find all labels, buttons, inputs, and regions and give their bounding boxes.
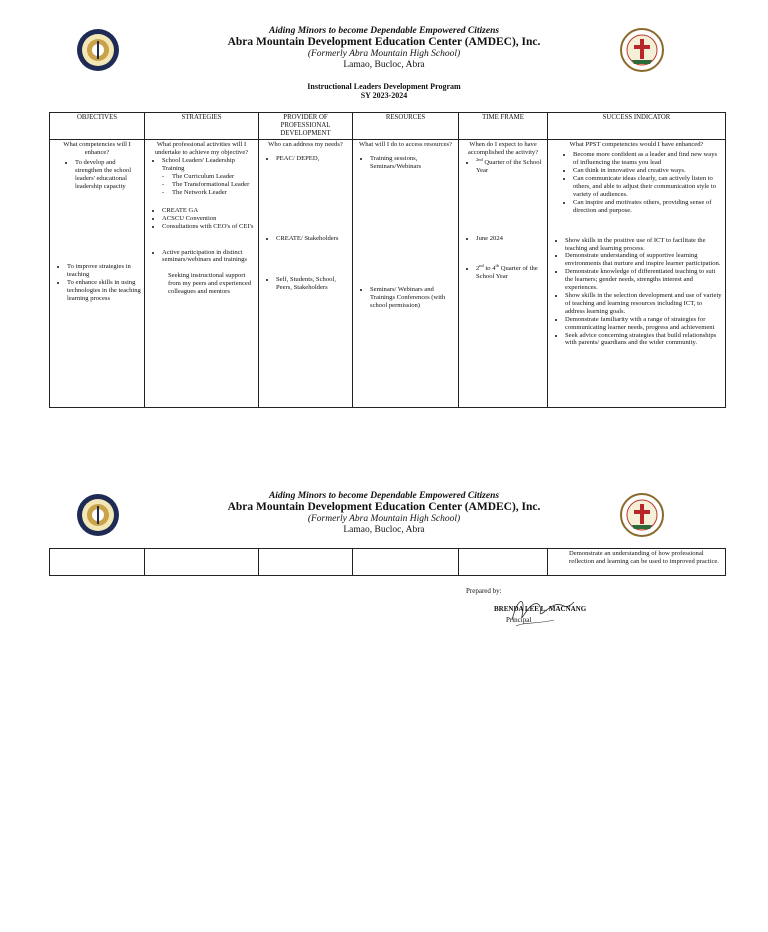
list-item: • Self, Students, School, Peers, Stakeholders [276, 276, 349, 292]
list-item [476, 157, 544, 175]
success-continued-text: Demonstrate an understanding of how professional reflection and learning can be used to improved practice. [569, 550, 719, 565]
header-strategies: STRATEGIES [145, 113, 259, 140]
list-item: • Become more confident as a leader and find new ways of influencing the teams you lead [573, 151, 722, 167]
list-item: • To improve strategies in teaching [67, 263, 141, 279]
objectives-list-b [53, 263, 141, 303]
school-motto: Aiding Minors to become Dependable Empowered Citizens [268, 491, 500, 501]
list-item [162, 157, 255, 197]
cell-empty [353, 549, 459, 576]
header-provider: PROVIDER OF PROFESSIONAL DEVELOPMENT [259, 113, 353, 140]
list-item: • Demonstrate familiarity with a range of strategies for communicating learner needs, progress and achievement [565, 316, 722, 332]
page-header-2 [0, 491, 768, 535]
school-name: Abra Mountain Development Education Center (AMDEC), Inc. [227, 36, 541, 49]
list-item: • Training sessions, Seminars/Webinars [370, 155, 455, 171]
cell-empty [145, 549, 259, 576]
list-item: • Show skills in the selection development and use of variety of teaching and learning resources including ICT, to address learning goals. [565, 292, 722, 316]
plan-table-continued [49, 548, 726, 576]
question-success: What PPST competencies would I have enhanced? [569, 141, 704, 149]
cell-empty [50, 549, 145, 576]
cell-empty [459, 549, 548, 576]
provider-list-b [262, 235, 349, 243]
list-item: - The Transformational Leader [172, 181, 255, 189]
cell-resources [353, 140, 459, 408]
school-address: Lamao, Bucloc, Abra [343, 59, 425, 70]
school-name: Abra Mountain Development Education Center (AMDEC), Inc. [227, 501, 541, 514]
list-item: • Demonstrate knowledge of differentiated teaching to suit the learners; gender needs, strengths interest and experiences. [565, 268, 722, 292]
document-title [0, 82, 768, 100]
list-item: • CREATE/ Stakeholders [276, 235, 349, 243]
list-item: • Can inspire and motivates others, providing sense of direction and purpose. [573, 199, 722, 215]
list-item: - The Network Leader [172, 189, 255, 197]
list-item: • Can think in innovative and creative ways. [573, 167, 722, 175]
list-item: • CREATE GA [162, 207, 255, 215]
resources-list-b [356, 286, 455, 310]
program-title: Instructional Leaders Development Program [307, 82, 461, 91]
strategies-list-b [148, 207, 255, 231]
question-strategies: What professional activities will I undertake to achieve my objective? [154, 141, 249, 157]
cell-success-continued [548, 549, 726, 576]
list-item: • Seek advice concerning strategies that build relationships with parents/ guardians and the wider community. [565, 332, 722, 348]
strategy-sub-list [162, 173, 255, 197]
question-time: When do I expect to have accomplished the activity? [467, 141, 539, 157]
time-1-sup: 2nd [476, 157, 483, 163]
list-item: • Demonstrate understanding of supportive learning environments that nurture and inspire learner participation. [565, 252, 722, 268]
preparer-name: BRENDA LEE L. MACNANG [494, 605, 587, 613]
question-provider: Who can address my needs? [268, 141, 343, 149]
time-list-c [462, 263, 544, 281]
time-3-b: to 4 [483, 265, 496, 273]
provider-list-a [262, 155, 349, 163]
preparer-position: Principal [506, 616, 532, 624]
resources-list-a [356, 155, 455, 171]
time-3-sup-a: nd [479, 263, 484, 269]
time-1-text: Quarter of the School Year [476, 159, 542, 175]
list-item: • ACSCU Convention [162, 215, 255, 223]
header-time-frame: TIME FRAME [459, 113, 548, 140]
list-item: • Can communicate ideas clearly, can actively listen to others, and able to adjust their communication style to variety of audiences. [573, 175, 722, 199]
list-item: • Seminars/ Webinars and Trainings Conferences (with school permission) [370, 286, 455, 310]
cell-success-indicator [548, 140, 726, 408]
page-header [0, 26, 768, 70]
list-item: - The Curriculum Leader [172, 173, 255, 181]
provider-list-c [262, 276, 349, 292]
school-motto: Aiding Minors to become Dependable Empowered Citizens [268, 26, 500, 36]
list-item [476, 263, 544, 281]
success-list-b [551, 237, 722, 348]
strategies-list-c [148, 249, 255, 265]
question-resources: What will I do to access resources? [358, 141, 452, 149]
time-3-a: 2 [476, 265, 480, 273]
list-item: • PEAC/ DEPED, [276, 155, 349, 163]
cell-provider [259, 140, 353, 408]
strategies-list-a [148, 157, 255, 197]
prepared-label: Prepared by: [466, 587, 502, 595]
header-objectives: OBJECTIVES [50, 113, 145, 140]
list-item: • June 2024 [476, 235, 544, 243]
success-list-a [559, 151, 722, 214]
list-item: • To develop and strengthen the school leaders' educational leadership capacity [75, 159, 141, 191]
cell-time-frame [459, 140, 548, 408]
list-item: • Active participation in distinct seminars/webinars and trainings [162, 249, 255, 265]
strategy-extra: Seeking instructional support from my peers and experienced colleagues and mentors [168, 272, 252, 296]
list-item: • To enhance skills in using technologies in the teaching learning process [67, 279, 141, 303]
objectives-list-a [61, 159, 141, 191]
header-success-indicator: SUCCESS INDICATOR [548, 113, 726, 140]
strategy-main: School Leaders' Leadership Training [162, 157, 235, 173]
list-item: • Consultations with CEO's of CEI's [162, 223, 255, 231]
list-item: • Show skills in the positive use of ICT to facilitate the teaching and learning process. [565, 237, 722, 253]
time-list-a [462, 157, 544, 175]
cell-strategies [145, 140, 259, 408]
school-year: SY 2023-2024 [360, 91, 408, 101]
school-former-name: (Formerly Abra Mountain High School) [307, 49, 461, 60]
time-3-c: Quarter of the School Year [476, 265, 538, 281]
cell-empty [259, 549, 353, 576]
question-objectives: What competencies will I enhance? [63, 141, 131, 157]
header-resources: RESOURCES [353, 113, 459, 140]
time-3-sup-b: th [495, 263, 500, 269]
time-list-b [462, 235, 544, 243]
school-address: Lamao, Bucloc, Abra [343, 524, 425, 535]
cell-objectives [50, 140, 145, 408]
school-former-name: (Formerly Abra Mountain High School) [307, 514, 461, 525]
plan-table [49, 112, 726, 408]
